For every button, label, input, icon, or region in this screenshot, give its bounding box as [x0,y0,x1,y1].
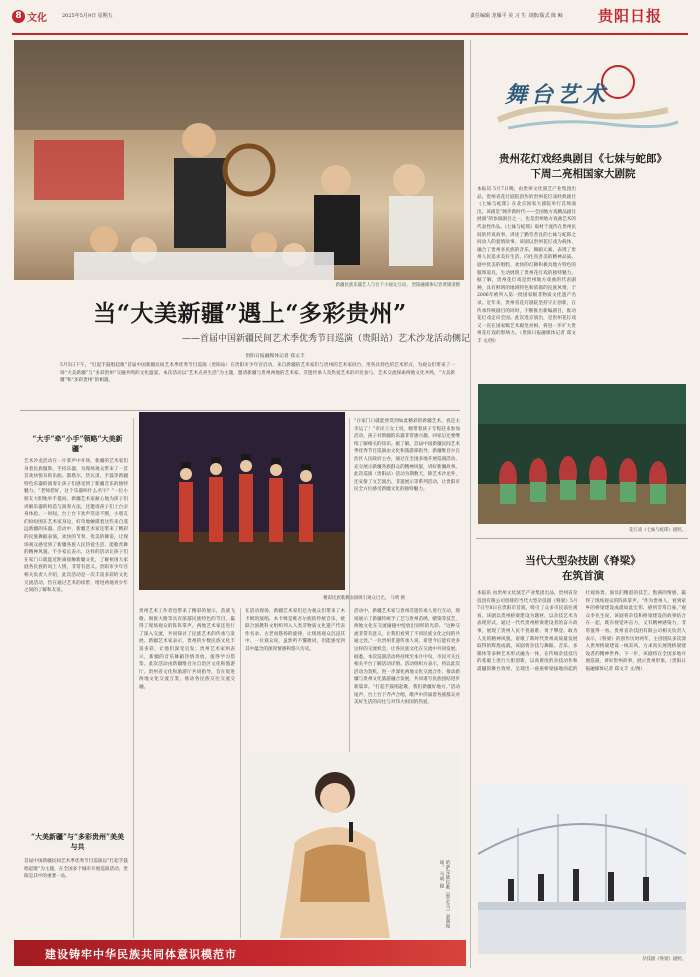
article-1-text-col1: 本报讯 5月7日晚，由贵州文化演艺产业集团出品，贵州省花灯剧院创作的贵州花灯戏经典剧目《七妹与蛇郎》在北京国家大剧院举行首场演出。该剧是“阔步新时代——全国地方戏精品剧目展演”的参演剧目之一，也是贵州地方戏曲艺术的代表性作品。《七妹与蛇郎》取材于流传在贵州民间的传说故事，讲述了勤劳善良的七妹与蛇郎之间动人的爱情故事。该剧以贵州花灯戏为载体，融合了贵州多民族的音乐、舞蹈元素，表现了贵州人民追求美好生活、向往真善美的精神品质。剧中优美的唱腔、欢快的灯舞和极具地方特色的服饰道具，生动展现了贵州花灯戏的独特魅力。据了解，贵州花灯戏是贵州地方戏曲的代表剧种，具有鲜明的地域特色和浓郁的民族风情，于2006年被列入第一批国家级非物质文化遗产名录。近年来，贵州省花灯剧院坚持守正创新，在传承传统剧目的同时，不断推出新编剧目，推动花灯戏走向全国。此次进京演出，是贵州花灯戏又一次在国家级艺术殿堂亮相，将进一步扩大贵州花灯戏的影响力。（贵阳日报融媒体记者 郑文丰 文/图） [477,187,576,344]
right-column-separator [470,40,471,968]
article-2-text: 本报讯 由贵州文化演艺产业集团出品，贵州省杂技团有限公司创排的当代大型杂技剧《脊梁》5月7日至8日在贵阳市首演，吸引了众多市民前往观看。该剧以贵州桥梁建设为题材，以杂技艺术为表现形式，通过一代代贵州桥梁建设者的奋斗故事，展现了贵州人民不畏艰难、勇于攀登、敢为人先的精神风貌，讴歌了新时代贵州高质量发展取得的辉煌成就。该剧将杂技与舞蹈、音乐、多媒体等多种艺术形式融为一体，在传统杂技技巧的基础上进行大胆创新，以高难度的杂技动作和震撼的舞台效果，呈现出一座座桥梁拔地而起的壮观场景。演员们精湛的技艺、饱满的情感，赢得了现场观众的阵阵掌声。“作为贵州人，看到家乡的桥梁建设成就如此宏伟，感到非常自豪。”观众李先生说，该剧将杂技和桥梁建设的故事结合在一起，既有视觉冲击力，又有精神感染力，非常值得一看。贵州省杂技团有限公司相关负责人表示，《脊梁》的创作历时两年，主创团队多次深入贵州桥梁建设一线采风，力求真实展现桥梁建设者的精神世界。下一步，该剧将在全国多地开展巡演，讲好贵州故事，展示贵州形象。（贵阳日报融媒体记者 郑文丰 文/图） [477,591,686,672]
section-name: 文化 [27,13,47,24]
header-rule [12,33,688,35]
article-2-photo-caption: 杂技剧《脊梁》剧照。 [642,957,686,962]
article-2-photo-scene [478,784,686,954]
lead-divider [20,410,460,411]
main-photo-scene [14,40,464,280]
article-2-photo [478,784,686,954]
column-separator-2 [240,608,241,938]
column-3-text: “在家门口就能欣赏到如此精彩的新疆艺术，真是太幸运了！”市民王女士说，她带着孩子专程赶来参加活动，孩子对新疆的乐器非常感兴趣，回家后还要继续了解相关的知识。据了解，首届中国新疆民间艺术季优秀节目巡演由文化和旅游部指导，新疆维吾尔自治区人民政府主办，通过在全国多地开展巡演活动，充分展示新疆各族群众的精神风貌，讲好新疆故事。此次巡演（贵阳站）活动为期数天，除艺术沙龙外，还安排了文艺演出、非遗展示等系列活动，让贵阳市民全方位感受新疆文化的独特魅力。 [354,419,460,493]
issue-date: 2025年5月9日 星期五 [62,13,113,19]
dance-photo [139,412,345,590]
article-2-title-line1: 当代大型杂技剧《脊梁》 [525,555,641,567]
singer-photo [245,752,460,938]
column-logo-text: 舞台艺术 [505,82,610,108]
page-header [0,0,700,40]
main-article-title: 当“大美新疆”遇上“多彩贵州” [93,300,407,327]
column-2-text: 贵州艺术工作者也带来了精彩的展示，苗族飞歌、侗族大歌等具有浓郁民族特色的节目，赢得了现场观众的阵阵掌声。两地艺术家还进行了深入交流，共同探讨了民族艺术的传承与发展。新疆艺术家表示，贵州的少数民族文化丰富多彩，让他们深受启发；贵州艺术家则表示，新疆的音乐舞蹈热情奔放，值得学习借鉴。此次活动由新疆维吾尔自治区文化和旅游厅、贵州省文化和旅游厅共同指导，旨在促进两地文化交流互鉴，推动各民族交往交流交融。 [139,609,235,690]
dance-photo-scene [139,412,345,590]
subhead-1: “大手”牵“小手”领略“大美新疆” [32,434,123,453]
article-1-title-line1: 贵州花灯戏经典剧目《七妹与蛇郎》 [499,153,667,165]
main-photo [14,40,464,280]
article-1-text-col2 [584,186,686,378]
article-1-photo-scene [478,384,686,524]
right-divider [476,538,688,539]
article-1-photo-caption: 花灯戏《七妹与蛇郎》剧照。 [628,528,686,533]
dance-photo-caption: 精彩民族歌舞表演吸引观众目光。 马明 摄 [323,596,405,601]
editors-line: 责任编辑 龙雁平 美 习 生 刘旗/版式 陈 鲸 [470,13,563,19]
singer-photo-caption: 哈萨克族民歌《黑走马》表演现场。 马明 摄 [439,860,450,929]
column-separator-1 [133,418,134,938]
column-2b-text: 在活动现场，新疆艺术家们还为观众们带来了木卡姆的演唱。木卡姆是维吾尔族的传统音乐，被联合国教科文组织列入人类非物质文化遗产代表作名录。古老而悠扬的旋律，让现场观众沉浸其中。一位观众说，虽然听不懂歌词，但能感受到其中蕴含的深厚情感和悠久历史。 [245,609,345,652]
article-2-title-line2: 在筑首演 [562,570,604,582]
main-article-lead: 5月5日下午，“打起手鼓唱起歌”首届中国新疆民间艺术季优秀节目巡演（贵阳站）在贵阳市少年宫启动，来自新疆的艺术家们与贵州的艺术家同台，用各具特色的艺术形式，为观众们带来了一场“大美新疆”与“多彩贵州”交融共鸣的文化盛宴。本次活动以“艺术点亮生活”为主题，邀请新疆与贵州两地的艺术家、非遗传承人及热爱艺术的市民参与，艺术交流探索两地文化共鸣，“大美新疆”和“多彩贵州”的相遇。 [60,363,455,384]
main-photo-credit: 新疆民族乐器艺人与台下小观众互动。 贵阳融媒体记者黄锦清摄 [335,283,460,288]
column-1-text: 艺术沙龙活动在一片掌声中开场，新疆的艺术家们身着民族服饰，手持乐器，为现场观众带来了一首首欢快悦耳的乐曲。都塔尔、热瓦甫、手鼓等新疆特色乐器的演奏让孩子们感受到了新疆音乐的独特魅力。“老师您好，这个乐器叫什么名字？”一位小朋友大胆地举手提问。新疆艺术家耐心地为孩子们讲解乐器的构造与演奏方法，还邀请孩子们上台亲身体验。一时间，台上台下欢声笑语不断，小朋友们纷纷围在艺术家身边，好奇地触摸着这些来自遥远新疆的乐器。活动中，新疆艺术家还带来了精彩的民族舞蹈表演，欢快的节奏、优美的舞姿，让现场观众感受到了新疆各族人民热爱生活、能歌善舞的精神风貌。不少家长表示，这样的活动让孩子们在家门口就能近距离接触新疆文化，了解祖国大家庭各民族的风土人情，非常有意义。贵阳市少年宫相关负责人介绍，此次活动是一次丰富多彩的文化交流活动，旨在通过艺术的纽带，增进两地青少年之间的了解和友谊。 [24,459,128,594]
subhead-2: “大美新疆”与“多彩贵州”美美与共 [30,832,125,851]
singer-photo-scene [245,752,460,938]
main-article-byline: 贵阳日报融媒体记者 郑文丰 [245,354,305,359]
page-number-badge: 8 [12,10,25,23]
newspaper-logo: 贵阳日报 [598,7,663,25]
theme-banner-text: 建设铸牢中华民族共同体意识模范市 [45,948,237,961]
article-1-title-line2: 下周二亮相国家大剧院 [530,168,636,180]
column-4-text: 活动中，新疆艺术家与贵州非遗传承人进行互动，现场展示了新疆传统手工艺与贵州苗绣、蜡染等技艺，两地文化在交流碰撞中绽放出别样的光彩。“这种交流非常有意义，让我们看到了不同民族文化之间的共通之处。”一位贵州非遗传承人说，希望今后能有更多这样的交流机会，让各民族文化在交流中共同发展。据悉，本次巡演活动将持续至本月中旬，市民可关注相关平台了解活动详情。活动组织方表示，将以此次活动为契机，进一步深化两地文化交流合作，推动新疆与贵州文化旅游融合发展，共同谱写民族团结进步新篇章。“打起手鼓唱起歌，我们新疆好地方。”活动尾声，台上台下齐声合唱，歌声中洋溢着各族群众对美好生活的向往与对伟大祖国的热爱。 [354,609,460,706]
main-article-subtitle: ——首届中国新疆民间艺术季优秀节目巡演（贵阳站）艺术沙龙活动侧记 [181,334,470,344]
article-1-photo [478,384,686,524]
column-1b-text: 首届中国新疆民间艺术季优秀节目巡演以“打起手鼓唱起歌”为主题，在全国多个城市开展巡演活动，贵阳是其中的重要一站。 [24,859,128,880]
